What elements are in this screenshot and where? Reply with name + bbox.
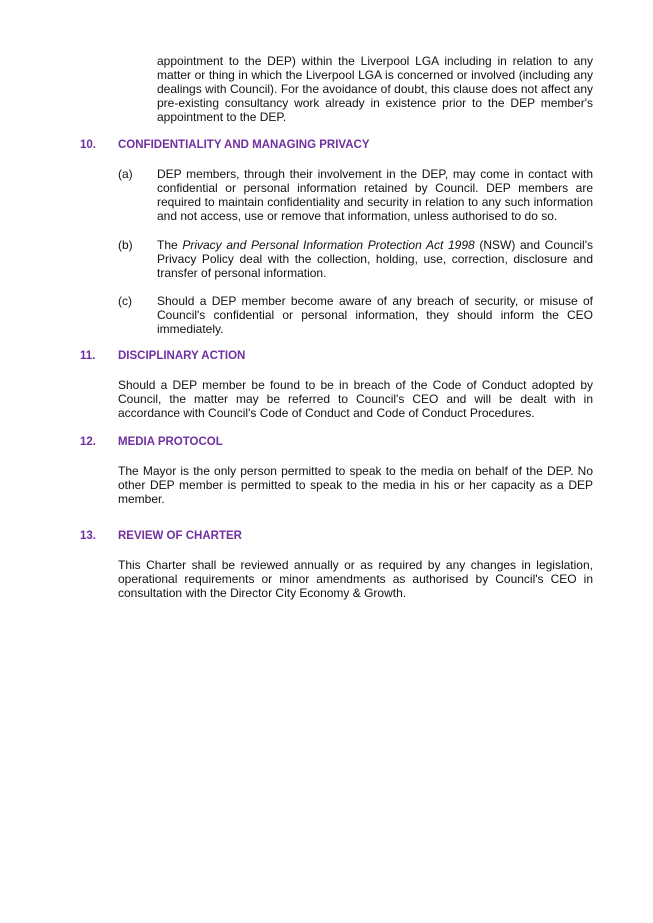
section-11-heading: DISCIPLINARY ACTION [118, 350, 246, 362]
section-13-heading: REVIEW OF CHARTER [118, 530, 242, 542]
section-13-text: This Charter shall be reviewed annually or as required by any changes in legislation, operational requirements or minor amendments as authorised by Council's CEO in consultation with the Director City Economy & Growth. [118, 558, 593, 600]
section-10-item-b-text [157, 238, 593, 280]
section-13-number: 13. [80, 530, 96, 542]
privacy-act-title: Privacy and Personal Information Protection Act 1998 [182, 238, 475, 252]
section-10-item-a-label: (a) [118, 167, 133, 181]
section-11-text: Should a DEP member be found to be in breach of the Code of Conduct adopted by Council, the matter may be referred to Council's CEO and will be dealt with in accordance with Council's Code of Conduct and Code of Conduct Procedures. [118, 378, 593, 420]
section-10-item-c-label: (c) [118, 294, 132, 308]
section-10-item-b-label: (b) [118, 238, 133, 252]
section-12-heading: MEDIA PROTOCOL [118, 436, 223, 448]
section-10-number: 10. [80, 139, 96, 151]
section-11-number: 11. [80, 350, 96, 362]
intro-paragraph: appointment to the DEP) within the Liverpool LGA including in relation to any matter or thing in which the Liverpool LGA is concerned or involved (including any dealings with Council). For the avoidance of doubt, this clause does not affect any pre-existing consultancy work already in existence prior to the DEP member's appointment to the DEP. [157, 54, 593, 124]
section-12-text: The Mayor is the only person permitted to speak to the media on behalf of the DEP. No other DEP member is permitted to speak to the media in his or her capacity as a DEP member. [118, 464, 593, 506]
item-b-post: (NSW) and Council's Privacy Policy deal with the collection, holding, use, correction, disclosure and transfer of personal information. [157, 238, 593, 280]
section-10-item-c-text: Should a DEP member become aware of any breach of security, or misuse of Council's confidential or personal information, they should inform the CEO immediately. [157, 294, 593, 336]
section-10-heading: CONFIDENTIALITY AND MANAGING PRIVACY [118, 139, 370, 151]
section-12-number: 12. [80, 436, 96, 448]
section-10-item-a-text: DEP members, through their involvement in the DEP, may come in contact with confidential or personal information retained by Council. DEP members are required to maintain confidentiality and security in relation to any such information and not access, use or remove that information, unless authorised to do so. [157, 167, 593, 223]
item-b-pre: The [157, 238, 183, 252]
